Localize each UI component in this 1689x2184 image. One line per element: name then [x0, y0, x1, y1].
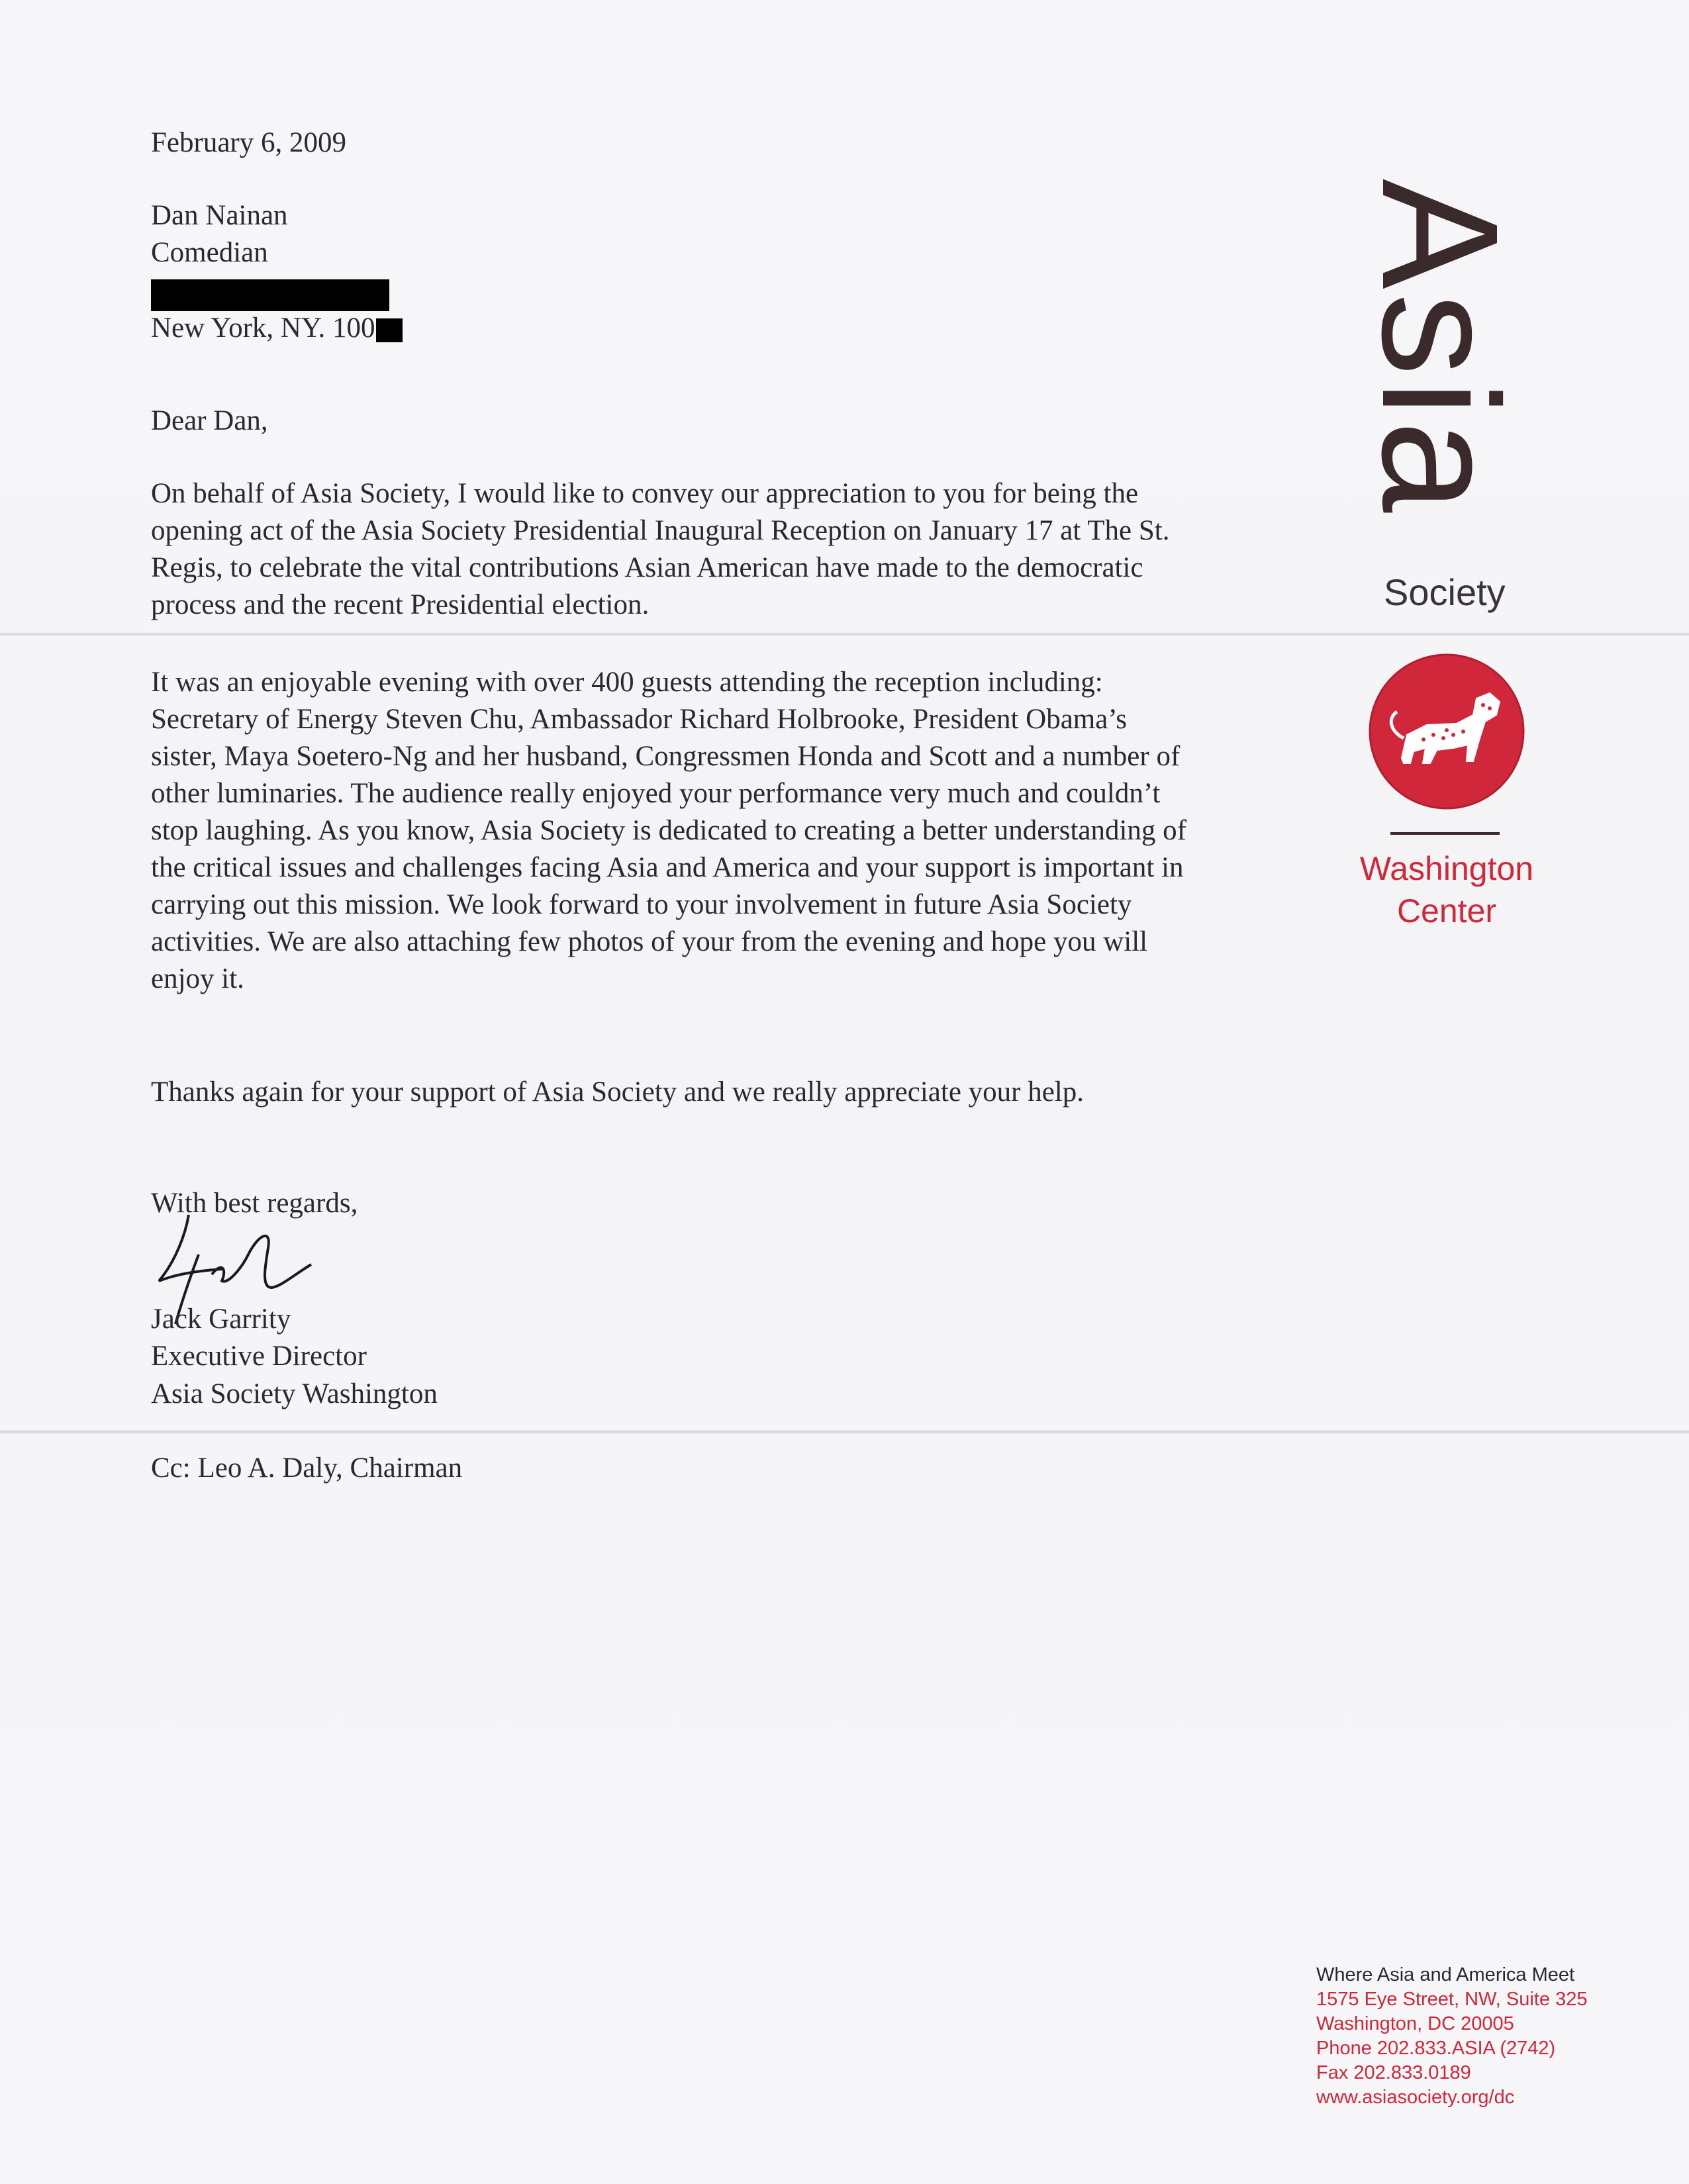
lion-seal-icon — [1367, 652, 1526, 811]
redacted-address — [151, 275, 389, 312]
recipient-name: Dan Nainan — [151, 200, 288, 231]
letterhead-footer — [1316, 1963, 1587, 2110]
paragraph-text: Thanks again for your support of Asia Society and we really appreciate your help. — [151, 1076, 1085, 1108]
recipient-city-row — [151, 310, 403, 347]
footer-web: www.asiasociety.org/dc — [1316, 2087, 1515, 2108]
footer-phone: Phone 202.833.ASIA (2742) — [1316, 2038, 1556, 2059]
paper-fold — [0, 1430, 1689, 1434]
logo-divider — [1390, 832, 1500, 835]
footer-tagline: Where Asia and America Meet — [1316, 1964, 1575, 1985]
footer-address-1: 1575 Eye Street, NW, Suite 325 — [1316, 1989, 1588, 2010]
recipient-city: New York, NY. 100 — [151, 312, 375, 344]
reverse-bleed-through — [151, 1728, 1190, 1765]
body-paragraph-3 — [151, 1074, 1190, 1111]
signer-org: Asia Society Washington — [151, 1378, 438, 1409]
recipient-title: Comedian — [151, 237, 268, 268]
signer-name: Jack Garrity — [151, 1304, 291, 1335]
letter-date: February 6, 2009 — [151, 127, 346, 158]
cc-line: Cc: Leo A. Daly, Chairman — [151, 1452, 463, 1484]
footer-address-2: Washington, DC 20005 — [1316, 2013, 1514, 2034]
body-paragraph-1 — [151, 475, 1190, 624]
body-paragraph-2 — [151, 664, 1190, 998]
center-line-2: Center — [1396, 892, 1497, 929]
logo-society-text: Society — [1384, 571, 1506, 613]
logo-word: Asia — [1348, 179, 1533, 517]
paragraph-text: On behalf of Asia Society, I would like to convey our appreciation to you for being the opening act of the Asia Society Presidential Inaugural Reception on January 17 at The St. Regis, to celebrate the vital contributions Asian American have made to the democratic process and the recent Presidential election. — [151, 478, 1170, 620]
signer-title: Executive Director — [151, 1341, 367, 1372]
salutation: Dear Dan, — [151, 405, 268, 436]
center-line-1: Washington — [1359, 850, 1534, 887]
paper-fold — [0, 632, 1689, 636]
footer-fax: Fax 202.833.0189 — [1316, 2062, 1471, 2083]
asia-society-logo — [1344, 179, 1543, 576]
redacted-zip — [376, 318, 403, 342]
paragraph-text: It was an enjoyable evening with over 400 guests attending the reception including: Secretary of Energy Steven Chu, Ambassador Richard Holbrooke, President Obama’s sister, Maya Soetero-Ng and her husband, Congressmen Honda and Scott and a number of other luminaries. The audience really enjoyed your performance very much and couldn’t stop laughing. As you know, Asia Society is dedicated to creating a better understanding of the critical issues and challenges facing Asia and America and your support is important in carrying out this mission. We look forward to your involvement in future Asia Society activities. We are also attaching few photos of your from the evening and hope you will enjoy it. — [151, 667, 1186, 994]
closing: With best regards, — [151, 1188, 358, 1219]
washington-center-label — [1351, 847, 1543, 932]
